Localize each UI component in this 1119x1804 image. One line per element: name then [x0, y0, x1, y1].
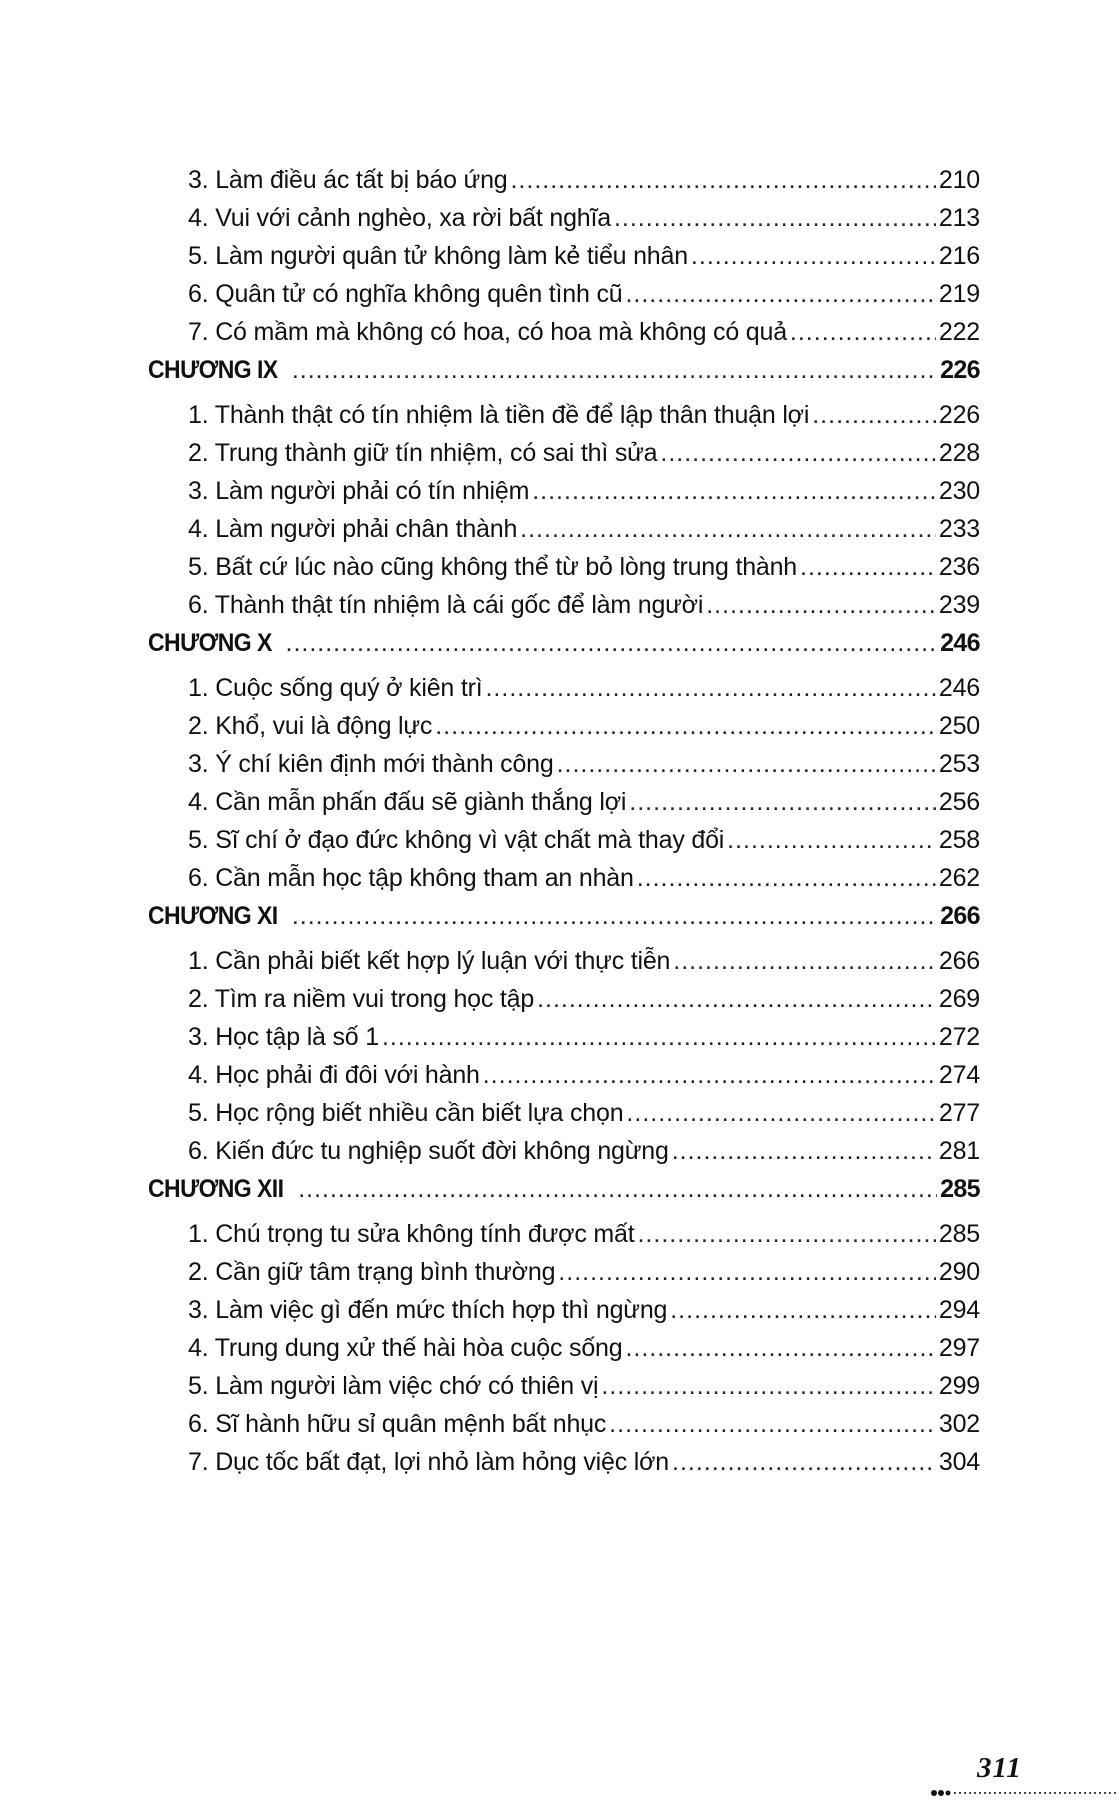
- dot-leader: [691, 242, 936, 271]
- toc-title: CHƯƠNG X: [148, 629, 272, 657]
- toc-page-number: 285: [940, 1175, 980, 1203]
- toc-title: 6. Cần mẫn học tập không tham an nhàn: [188, 864, 634, 892]
- toc-page-number: 302: [938, 1410, 980, 1438]
- dot-leader: [637, 864, 936, 893]
- dot-leader: [790, 318, 936, 347]
- toc-entry: [148, 1296, 980, 1334]
- toc-page-number: 262: [938, 864, 980, 892]
- toc-page-number: 290: [938, 1258, 980, 1286]
- toc-title: 6. Thành thật tín nhiệm là cái gốc để làm người: [188, 591, 704, 619]
- toc-title: 2. Tìm ra niềm vui trong học tập: [188, 985, 535, 1013]
- toc-page-number: 216: [938, 242, 980, 270]
- toc-title: 1. Chú trọng tu sửa không tính được mất: [188, 1220, 635, 1248]
- toc-page-number: 304: [938, 1448, 980, 1476]
- toc-title: 1. Thành thật có tín nhiệm là tiền đề để lập thân thuận lợi: [188, 401, 810, 429]
- toc-title: 3. Ý chí kiên định mới thành công: [188, 750, 554, 778]
- dot-leader: [727, 826, 936, 855]
- toc-entry: [148, 674, 980, 712]
- toc-page-number: 219: [938, 280, 980, 308]
- toc-page-number: 253: [938, 750, 980, 778]
- toc-title: 4. Học phải đi đôi với hành: [188, 1061, 480, 1089]
- dot-leader: [558, 1258, 936, 1287]
- dot-leader: [706, 591, 936, 620]
- toc-title: 3. Làm người phải có tín nhiệm: [188, 477, 530, 505]
- toc-title: 2. Cần giữ tâm trạng bình thường: [188, 1258, 556, 1286]
- toc-entry: [148, 401, 980, 439]
- toc-title: 3. Làm việc gì đến mức thích hợp thì ngừng: [188, 1296, 668, 1324]
- toc-entry: [148, 1448, 980, 1486]
- toc-page-number: 294: [938, 1296, 980, 1324]
- toc-entry: [148, 1137, 980, 1175]
- toc-entry: [148, 1410, 980, 1448]
- toc-entry: [148, 1372, 980, 1410]
- toc-page-number: 285: [938, 1220, 980, 1248]
- dot-leader: [673, 947, 936, 976]
- toc-title: CHƯƠNG XII: [148, 1175, 284, 1203]
- toc-entry: [148, 864, 980, 902]
- toc-page-number: 272: [938, 1023, 980, 1051]
- toc-title: 4. Trung dung xử thế hài hòa cuộc sống: [188, 1334, 623, 1362]
- toc-chapter-heading: [148, 902, 980, 947]
- dot-leader: [532, 477, 936, 506]
- toc-entry: [148, 553, 980, 591]
- toc-page-number: 226: [940, 356, 980, 384]
- dot-leader: [629, 788, 936, 817]
- dot-leader: [286, 629, 938, 658]
- toc-entry: [148, 166, 980, 204]
- toc-page-number: 233: [938, 515, 980, 543]
- table-of-contents: [148, 166, 980, 1486]
- dot-leader: [292, 902, 937, 931]
- footer-dot-ornament: [930, 1789, 1119, 1797]
- toc-page-number: 274: [938, 1061, 980, 1089]
- page-footer: [930, 1752, 1119, 1804]
- dot-leader: [625, 280, 935, 309]
- dot-leader: [625, 1334, 935, 1363]
- toc-entry: [148, 750, 980, 788]
- toc-chapter-heading: [148, 356, 980, 401]
- toc-page-number: 222: [938, 318, 980, 346]
- toc-title: 7. Dục tốc bất đạt, lợi nhỏ làm hỏng việc lớn: [188, 1448, 669, 1476]
- toc-entry: [148, 318, 980, 356]
- toc-page-number: 246: [938, 674, 980, 702]
- toc-entry: [148, 947, 980, 985]
- dot-leader: [537, 985, 936, 1014]
- toc-page-number: 256: [938, 788, 980, 816]
- toc-entry: [148, 1258, 980, 1296]
- toc-title: 5. Làm người quân tử không làm kẻ tiểu nhân: [188, 242, 688, 270]
- toc-entry: [148, 712, 980, 750]
- dot-leader: [672, 1137, 936, 1166]
- dot-leader: [557, 750, 936, 779]
- toc-entry: [148, 591, 980, 629]
- dot-leader: [670, 1296, 936, 1325]
- toc-page-number: 297: [938, 1334, 980, 1362]
- toc-title: 3. Làm điều ác tất bị báo ứng: [188, 166, 508, 194]
- dot-leader: [510, 166, 935, 195]
- dot-leader: [520, 515, 936, 544]
- dot-leader: [485, 674, 935, 703]
- toc-entry: [148, 1099, 980, 1137]
- toc-page-number: 228: [938, 439, 980, 467]
- dot-leader: [672, 1448, 936, 1477]
- toc-entry: [148, 788, 980, 826]
- page-number: 311: [977, 1752, 1022, 1784]
- toc-page-number: 269: [938, 985, 980, 1013]
- toc-entry: [148, 280, 980, 318]
- toc-title: 6. Sĩ hành hữu sỉ quân mệnh bất nhục: [188, 1410, 607, 1438]
- toc-entry: [148, 1220, 980, 1258]
- toc-page-number: 250: [938, 712, 980, 740]
- dot-leader: [626, 1099, 935, 1128]
- dot-leader: [292, 356, 937, 385]
- toc-title: CHƯƠNG XI: [148, 902, 278, 930]
- toc-chapter-heading: [148, 1175, 980, 1220]
- dot-leader: [660, 439, 936, 468]
- toc-entry: [148, 439, 980, 477]
- toc-title: 4. Cần mẫn phấn đấu sẽ giành thắng lợi: [188, 788, 627, 816]
- toc-page-number: 213: [938, 204, 980, 232]
- toc-chapter-heading: [148, 629, 980, 674]
- toc-page-number: 299: [938, 1372, 980, 1400]
- toc-entry: [148, 242, 980, 280]
- toc-title: 6. Kiến đức tu nghiệp suốt đời không ngừng: [188, 1137, 669, 1165]
- toc-title: 5. Sĩ chí ở đạo đức không vì vật chất mà thay đổi: [188, 826, 725, 854]
- toc-title: 2. Trung thành giữ tín nhiệm, có sai thì sửa: [188, 439, 658, 467]
- dot-leader: [601, 1372, 936, 1401]
- toc-title: 5. Học rộng biết nhiều cần biết lựa chọn: [188, 1099, 624, 1127]
- toc-entry: [148, 204, 980, 242]
- dot-leader: [614, 204, 936, 233]
- toc-title: 6. Quân tử có nghĩa không quên tình cũ: [188, 280, 623, 308]
- dot-leader: [812, 401, 936, 430]
- toc-entry: [148, 477, 980, 515]
- dot-leader: [435, 712, 936, 741]
- toc-title: 4. Làm người phải chân thành: [188, 515, 518, 543]
- toc-entry: [148, 515, 980, 553]
- toc-title: 7. Có mầm mà không có hoa, có hoa mà không có quả: [188, 318, 787, 346]
- toc-title: 5. Làm người làm việc chớ có thiên vị: [188, 1372, 599, 1400]
- toc-title: 1. Cuộc sống quý ở kiên trì: [188, 674, 483, 702]
- toc-page-number: 226: [938, 401, 980, 429]
- toc-page-number: 258: [938, 826, 980, 854]
- toc-page-number: 266: [940, 902, 980, 930]
- toc-title: 3. Học tập là số 1: [188, 1023, 379, 1051]
- toc-page-number: 210: [938, 166, 980, 194]
- toc-title: 2. Khổ, vui là động lực: [188, 712, 433, 740]
- toc-page-number: 281: [938, 1137, 980, 1165]
- toc-entry: [148, 985, 980, 1023]
- dot-leader: [609, 1410, 936, 1439]
- dot-leader: [483, 1061, 936, 1090]
- toc-title: 1. Cần phải biết kết hợp lý luận với thực tiễn: [188, 947, 671, 975]
- dot-leader: [298, 1175, 937, 1204]
- toc-title: 5. Bất cứ lúc nào cũng không thể từ bỏ lòng trung thành: [188, 553, 798, 581]
- toc-page-number: 236: [938, 553, 980, 581]
- dot-leader: [800, 553, 936, 582]
- dot-leader: [637, 1220, 935, 1249]
- toc-page-number: 239: [938, 591, 980, 619]
- toc-entry: [148, 1334, 980, 1372]
- toc-entry: [148, 1061, 980, 1099]
- dot-leader: [382, 1023, 936, 1052]
- toc-title: 4. Vui với cảnh nghèo, xa rời bất nghĩa: [188, 204, 611, 232]
- toc-entry: [148, 826, 980, 864]
- toc-page-number: 277: [938, 1099, 980, 1127]
- toc-title: CHƯƠNG IX: [148, 356, 278, 384]
- toc-page-number: 230: [938, 477, 980, 505]
- toc-entry: [148, 1023, 980, 1061]
- toc-page-number: 266: [938, 947, 980, 975]
- toc-page-number: 246: [940, 629, 980, 657]
